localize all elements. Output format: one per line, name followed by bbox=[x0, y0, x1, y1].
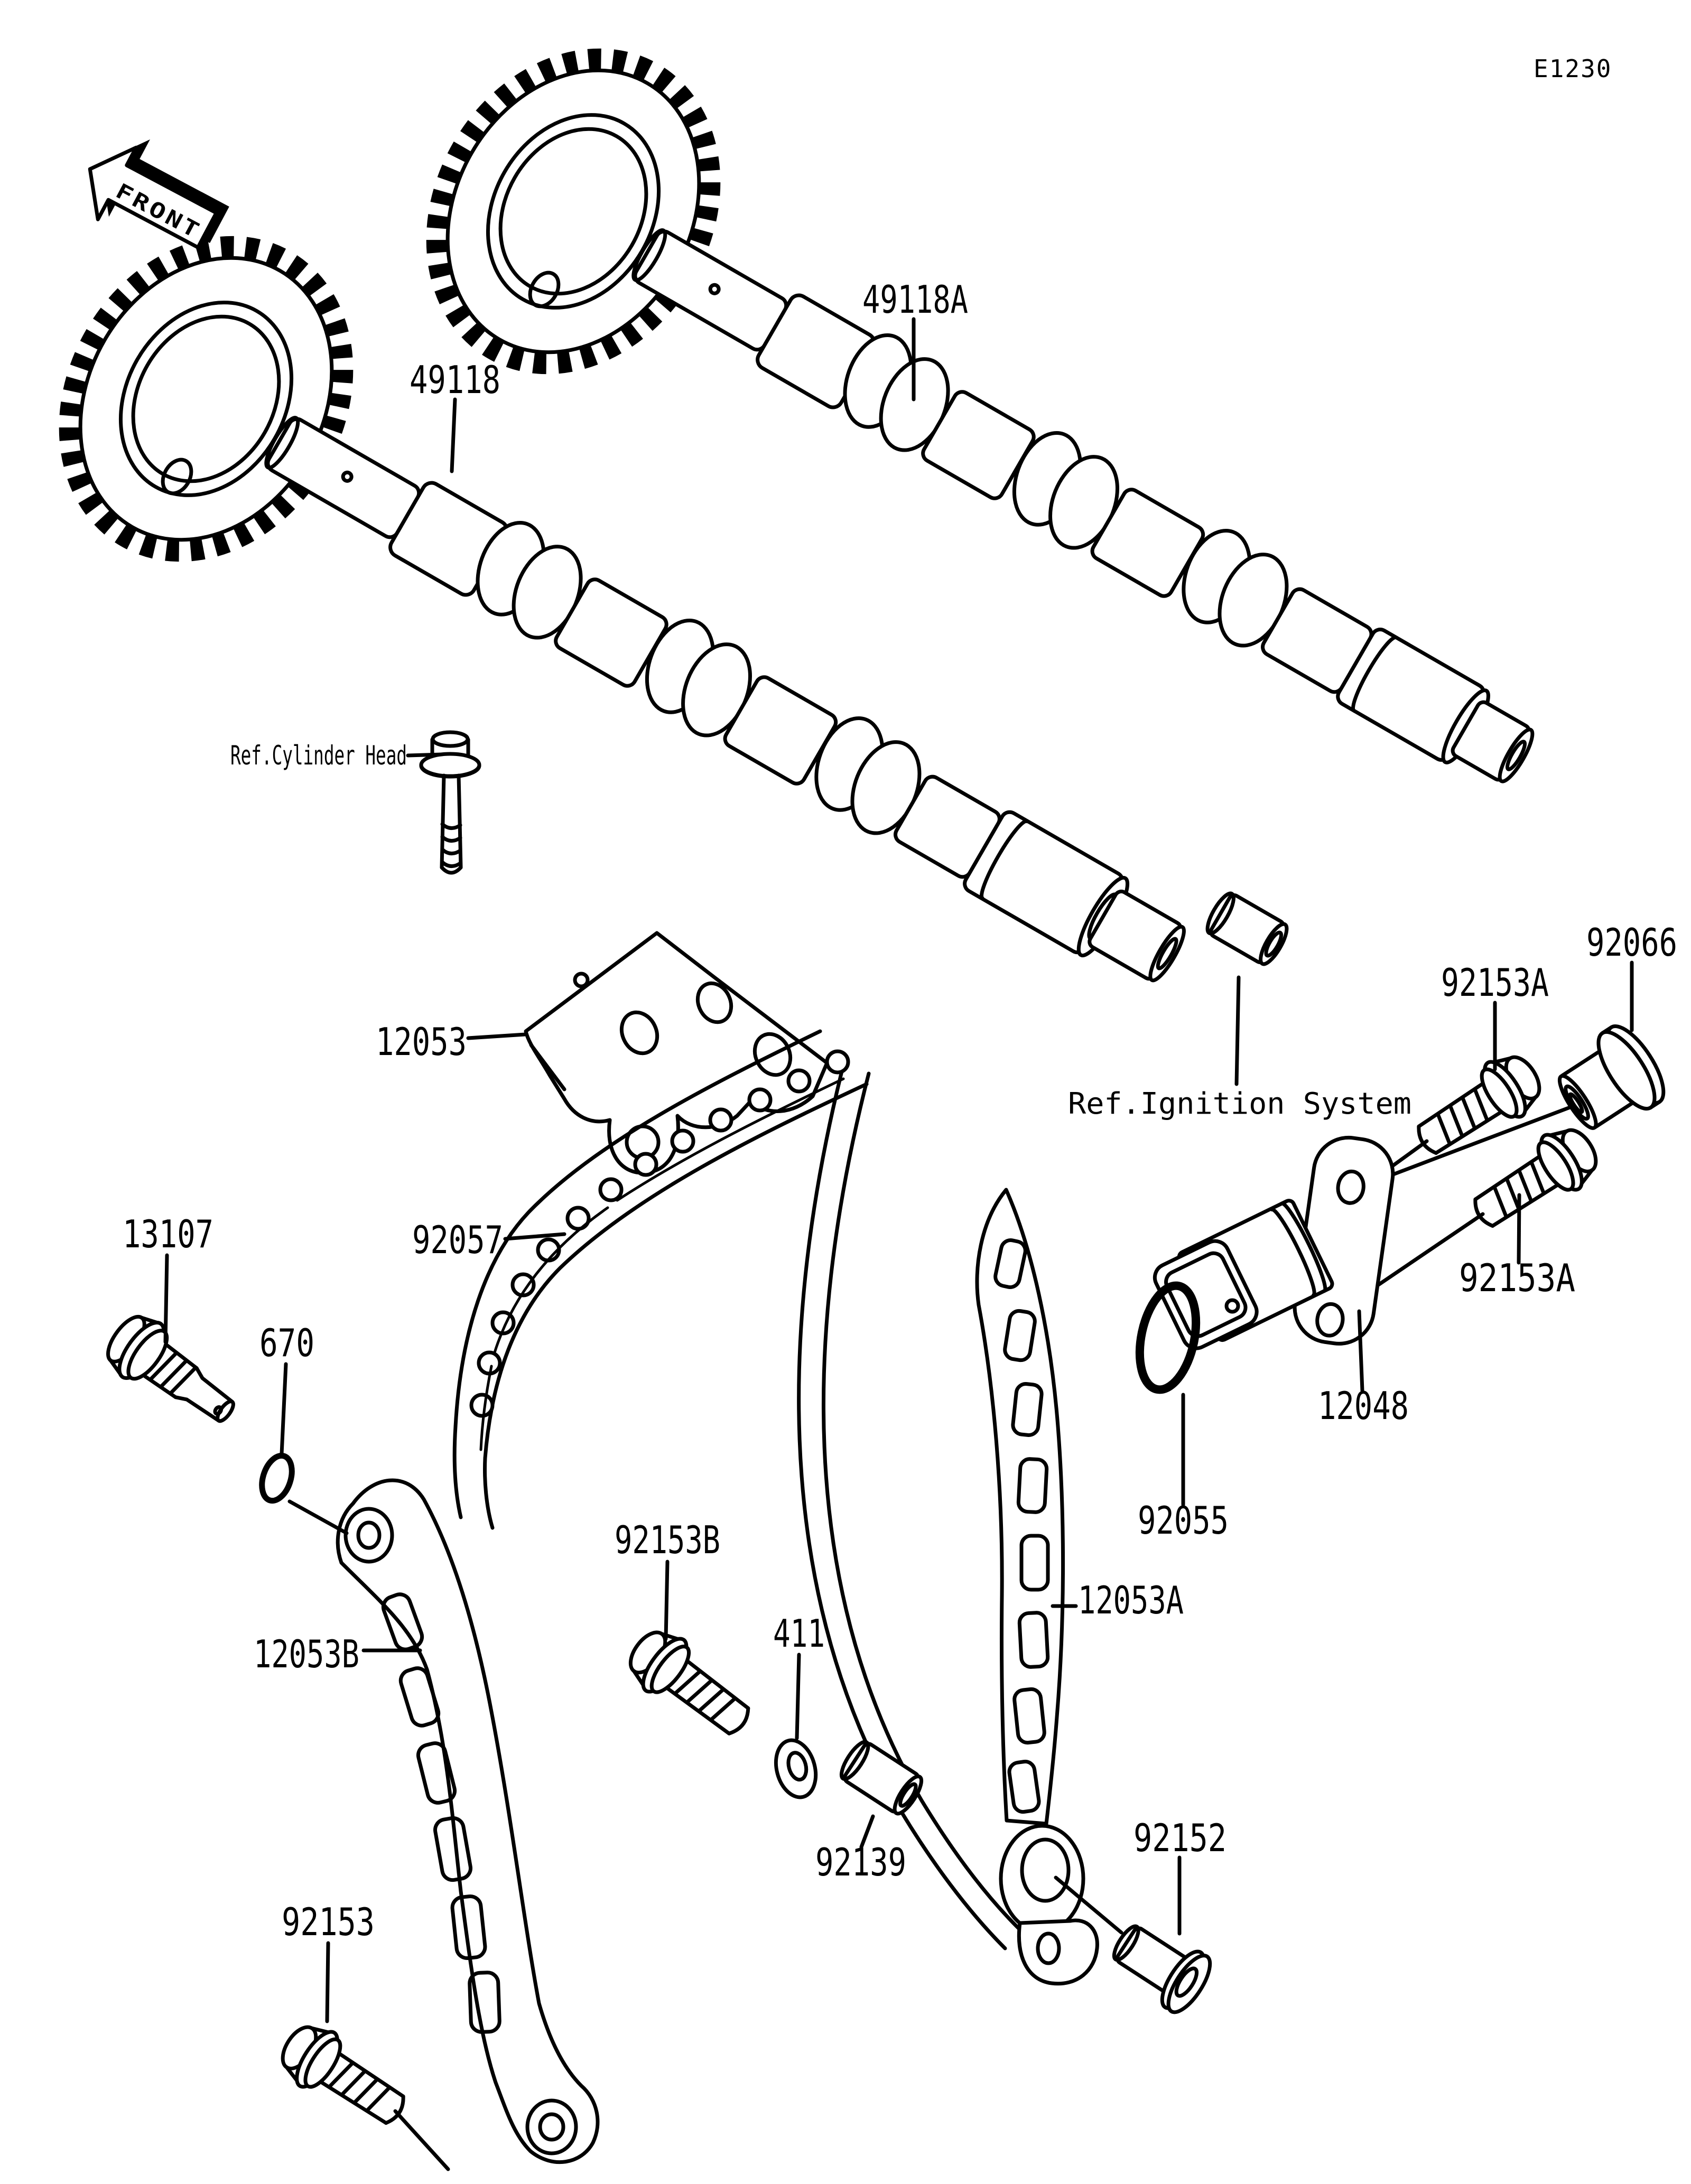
leader-670-to-guide bbox=[290, 1501, 347, 1533]
leader-92153-to-guide bbox=[395, 2111, 448, 2169]
callout-12053: 12053 bbox=[376, 1020, 467, 1064]
page-code: E1230 bbox=[1534, 54, 1612, 83]
leader-ref-cylinder-head bbox=[408, 754, 442, 755]
leader-92153 bbox=[327, 1943, 328, 2021]
callout-92055: 92055 bbox=[1138, 1498, 1229, 1543]
callout-92153: 92153 bbox=[282, 1900, 375, 1944]
pivot-bolt-13107-drawing bbox=[98, 1306, 249, 1441]
callout-12053A: 12053A bbox=[1078, 1578, 1184, 1622]
callout-49118A: 49118A bbox=[862, 277, 968, 322]
leader-92153B bbox=[666, 1562, 667, 1639]
exhaust-cam-sprocket-drawing bbox=[384, 11, 763, 412]
ignition-rotor-stub-drawing bbox=[1203, 890, 1292, 968]
front-direction-arrow bbox=[71, 124, 237, 270]
leader-92057 bbox=[505, 1234, 564, 1239]
callout-12048: 12048 bbox=[1318, 1384, 1409, 1428]
callout-92153B: 92153B bbox=[615, 1518, 720, 1562]
callout-670: 670 bbox=[259, 1321, 314, 1365]
leader-12053 bbox=[468, 1034, 525, 1038]
callout-92057: 92057 bbox=[412, 1218, 503, 1262]
callout-49118: 49118 bbox=[410, 358, 500, 402]
callout-ref-ignition-system: Ref.Ignition System bbox=[1068, 1087, 1411, 1121]
flange-bolt-92153B-drawing bbox=[619, 1620, 762, 1750]
callout-92139: 92139 bbox=[815, 1840, 906, 1884]
cam-chain-drawing bbox=[454, 1031, 1026, 1948]
flange-bolt-92153-drawing bbox=[272, 2014, 417, 2140]
collar-92152-drawing bbox=[1103, 1912, 1218, 2018]
front-arrow-label: FRONT bbox=[112, 179, 189, 236]
callout-ref-cylinder-head: Ref.Cylinder Head bbox=[230, 740, 407, 771]
flange-bolt-92153A-upper-drawing bbox=[1406, 1044, 1551, 1170]
leader-670 bbox=[282, 1364, 286, 1454]
intake-cam-sprocket-drawing bbox=[17, 198, 395, 600]
leader-ref-ignition bbox=[1237, 977, 1239, 1084]
leader-13107 bbox=[165, 1255, 167, 1342]
callout-92152: 92152 bbox=[1133, 1816, 1227, 1860]
callout-92153A-lower: 92153A bbox=[1459, 1256, 1575, 1300]
callout-411: 411 bbox=[773, 1611, 825, 1656]
washer-411-drawing bbox=[770, 1736, 822, 1802]
leader-411 bbox=[797, 1655, 799, 1738]
o-ring-670-drawing bbox=[257, 1452, 298, 1505]
callout-12053B: 12053B bbox=[254, 1632, 359, 1676]
bushing-92139-drawing bbox=[837, 1738, 926, 1817]
callout-13107: 13107 bbox=[123, 1212, 213, 1256]
flange-bolt-92153A-lower-drawing bbox=[1462, 1117, 1608, 1243]
callout-92153A-upper: 92153A bbox=[1441, 960, 1549, 1005]
leader-49118 bbox=[452, 399, 455, 471]
rear-chain-guide-drawing bbox=[338, 1480, 598, 2162]
plug-92066-drawing bbox=[1547, 1018, 1674, 1144]
callout-92066: 92066 bbox=[1586, 920, 1677, 965]
leader-lines bbox=[165, 319, 1632, 2169]
